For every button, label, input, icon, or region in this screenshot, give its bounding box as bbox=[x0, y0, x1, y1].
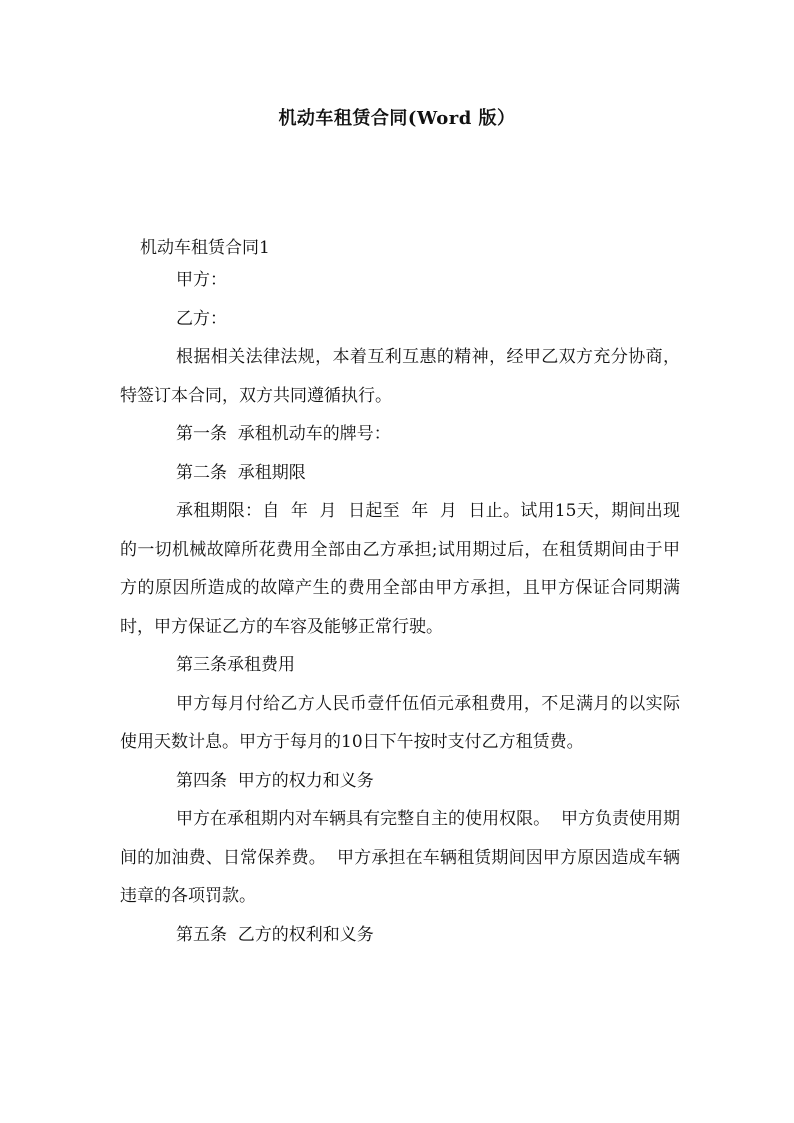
rental-fee-paragraph: 甲方每月付给乙方人民币壹仟伍佰元承租费用，不足满月的以实际使用天数计息。甲方于每月的10日下午按时支付乙方租赁费。 bbox=[120, 693, 680, 752]
preamble-paragraph: 根据相关法律法规，本着互利互惠的精神，经甲乙双方充分协商，特签订本合同，双方共同遵循执行。 bbox=[120, 347, 680, 406]
contract-subtitle: 机动车租赁合同1 bbox=[140, 238, 270, 258]
article-3-heading: 第三条承租费用 bbox=[176, 655, 295, 675]
lease-term-paragraph: 承租期限：自 年 月 日起至 年 月 日止。试用15天，期间出现的一切机械故障所花费用全部由乙方承担;试用期过后，在租赁期间由于甲方的原因所造成的故障产生的费用全部由甲方承担，且甲方保证合同期满时，甲方保证乙方的车容及能够正常行驶。 bbox=[120, 501, 680, 637]
document-title: 机动车租赁合同(Word 版） bbox=[278, 108, 516, 129]
article-2-heading: 第二条 承租期限 bbox=[176, 462, 306, 483]
article-5-heading: 第五条 乙方的权利和义务 bbox=[176, 924, 374, 945]
party-a-duties-paragraph: 甲方在承租期内对车辆具有完整自主的使用权限。 甲方负责使用期间的加油费、日常保养费。 甲方承担在车辆租赁期间因甲方原因造成车辆违章的各项罚款。 bbox=[120, 809, 680, 906]
article-1-heading: 第一条 承租机动车的牌号： bbox=[176, 424, 391, 444]
article-4-heading: 第四条 甲方的权力和义务 bbox=[176, 770, 374, 791]
document-body bbox=[120, 261, 680, 954]
party-b-line: 乙方： bbox=[176, 308, 227, 329]
party-a-line: 甲方： bbox=[176, 270, 227, 290]
